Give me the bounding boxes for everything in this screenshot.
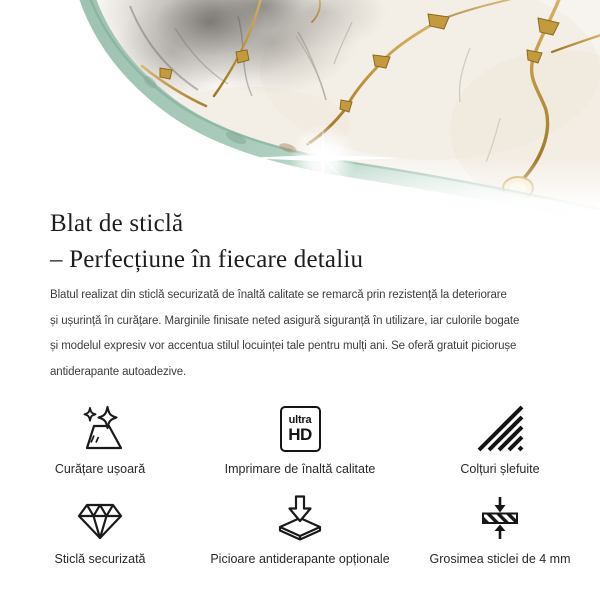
feature-label: Colțuri șlefuite: [460, 462, 540, 476]
description-line: antiderapante autoadezive.: [50, 365, 187, 378]
page-title-line-1: Blat de sticlă: [50, 210, 184, 237]
feature-label: Imprimare de înaltă calitate: [224, 462, 376, 476]
polished-corner-icon: [476, 404, 524, 452]
product-hero-image: [0, 0, 600, 235]
description-line: și ușurință în curățare. Marginile finisate neted asigură siguranță în utilizare, iar culorile bogate: [50, 314, 520, 327]
ultra-hd-icon: [280, 404, 321, 452]
feature-anti-slip-feet: [200, 494, 400, 566]
sparkle-clean-icon: [74, 404, 126, 452]
feature-label: Grosimea sticlei de 4 mm: [429, 552, 571, 566]
feature-hd-print: [200, 404, 400, 476]
tempered-glass-icon: [76, 494, 124, 542]
ultra-hd-badge-bottom: HD: [288, 425, 312, 444]
feature-grid: [0, 404, 600, 566]
product-description: [50, 283, 519, 385]
anti-slip-feet-icon: [275, 494, 325, 542]
feature-label: Curățare ușoară: [54, 462, 146, 476]
glass-thickness-icon: [476, 494, 524, 542]
feature-label: Picioare antiderapante opționale: [210, 552, 390, 566]
page-title-line-2: – Perfecțiune în fiecare detaliu: [50, 246, 364, 273]
ultra-hd-badge-top: ultra: [288, 414, 312, 426]
feature-easy-cleaning: [0, 404, 200, 476]
feature-label: Sticlă securizată: [54, 552, 146, 566]
feature-glass-thickness: [400, 494, 600, 566]
feature-polished-corners: [400, 404, 600, 476]
description-line: Blatul realizat din sticlă securizată de înaltă calitate se remarcă prin rezistență la deteriorare: [50, 289, 507, 301]
description-line: și modelul expresiv vor accentua stilul locuinței tale pentru mulți ani. Se oferă gratuit piciorușe: [50, 340, 517, 353]
feature-tempered-glass: [0, 494, 200, 566]
page-title: [50, 206, 363, 278]
hero-photo-illustration: [0, 0, 600, 235]
